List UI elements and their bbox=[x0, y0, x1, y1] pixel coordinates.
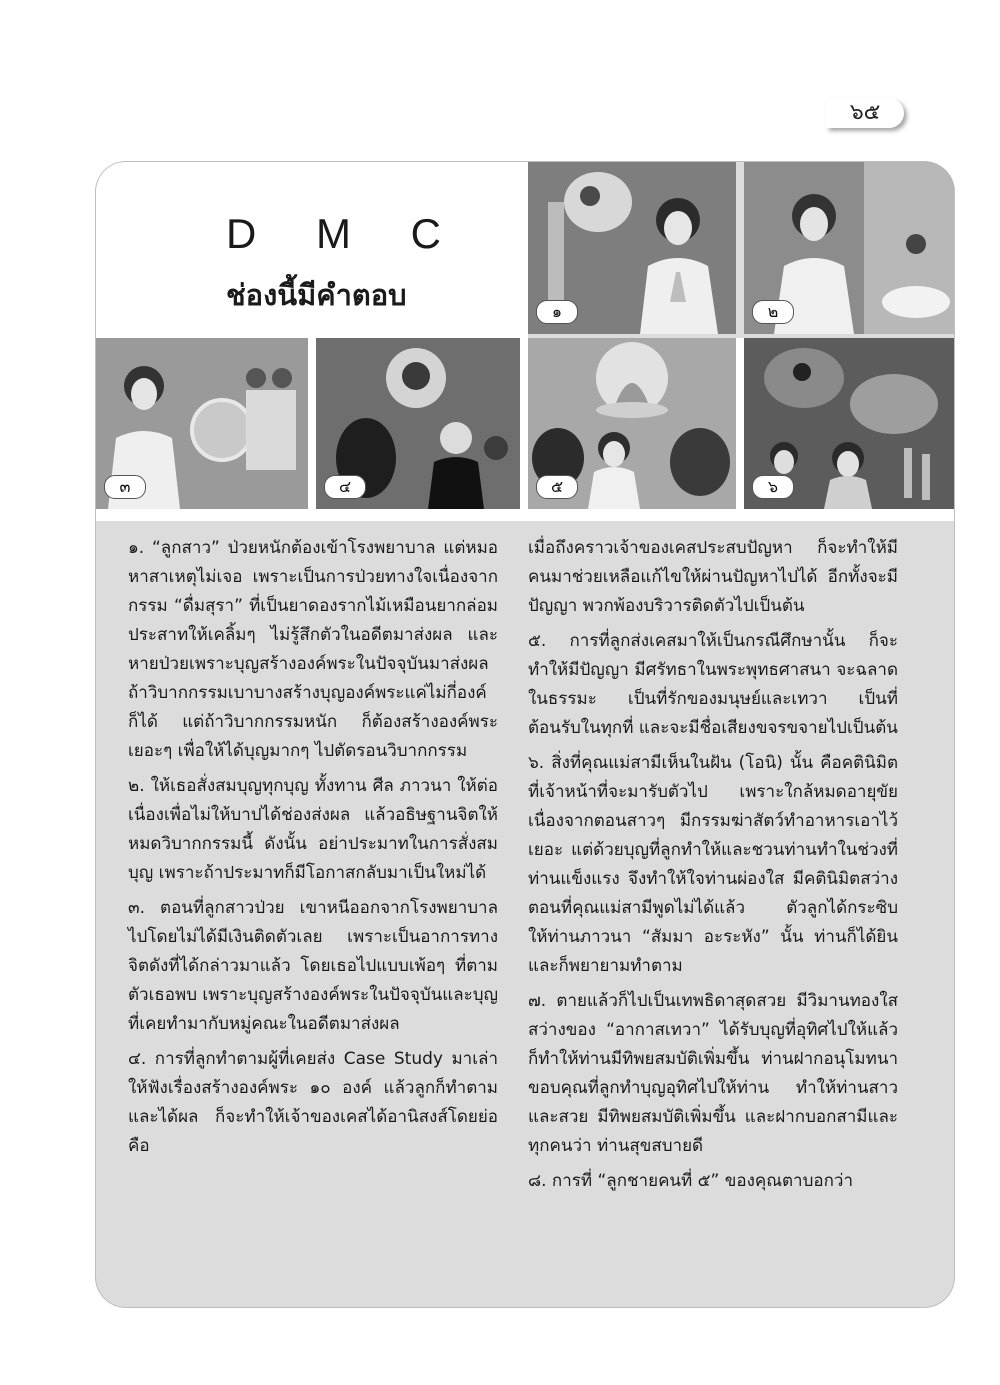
text-column-left bbox=[128, 534, 498, 1167]
illustration-1 bbox=[528, 162, 736, 334]
photo-number-badge: ๑ bbox=[536, 300, 578, 324]
paragraph: ๗. ตายแล้วก็ไปเป็นเทพธิดาสุดสวย มีวิมานทองใสสว่างของ “อากาสเทวา” ได้รับบุญที่อุทิศไปให้แล้ว ก็ทำให้ท่านมีทิพยสมบัติเพิ่มขึ้น ท่านฝากอนุโมทนาขอบคุณที่ลูกทำบุญอุทิศไปให้ท่าน ทำให้ท่านสาวและสวย มีทิพยสมบัติเพิ่มขึ้น และฝากบอกสามีและทุกคนว่า ท่านสุขสบายดี bbox=[528, 991, 898, 1156]
paragraph: ๖. สิ่งที่คุณแม่สามีเห็นในฝัน (โอนิ) นั้น คือคตินิมิตที่เจ้าหน้าที่จะมารับตัวไป เพราะใกล้หมดอายุขัย เนื่องจากตอนสาวๆ มีกรรมฆ่าสัตว์ทำอาหารเอาไว้เยอะ แต่ด้วยบุญที่ลูกทำให้และชวนท่านทำในช่วงที่ท่านแข็งแรง จึงทำให้ใจท่านผ่องใส มีคตินิมิตสว่าง ตอนที่คุณแม่สามีพูดไม่ได้แล้ว ตัวลูกได้กระซิบให้ท่านภาวนา “สัมมา อะระหัง” นั้น ท่านก็ได้ยินและก็พยายามทำตาม bbox=[528, 753, 898, 976]
paragraph: ๑. “ลูกสาว” ป่วยหนักต้องเข้าโรงพยาบาล แต่หมอหาสาเหตุไม่เจอ เพราะเป็นการป่วยทางใจเนื่องจากกรรม “ดื่มสุรา” ที่เป็นยาดองรากไม้เหมือนยากล่อมประสาทให้เคลิ้มๆ ไม่รู้สึกตัวในอดีตมาส่งผล และหายป่วยเพราะบุญสร้างองค์พระในปัจจุบันมาส่งผล ถ้าวิบากกรรมเบาบางสร้างบุญองค์พระแค่ไม่กี่องค์ก็ได้ แต่ถ้าวิบากกรรมหนัก ก็ต้องสร้างองค์พระเยอะๆ เพื่อให้ได้บุญมากๆ ไปตัดรอนวิบากกรรม bbox=[128, 538, 498, 761]
paragraph: ๓. ตอนที่ลูกสาวป่วย เขาหนีออกจากโรงพยาบาลไปโดยไม่ได้มีเงินติดตัวเลย เพราะเป็นอาการทางจิตดังที่ได้กล่าวมาแล้ว โดยเธอไปแบบเพ้อๆ ที่ตามตัวเธอพบ เพราะบุญสร้างองค์พระในปัจจุบันและบุญที่เคยทำมากับหมู่คณะในอดีตมาส่งผล bbox=[128, 898, 499, 1034]
illustration-4 bbox=[316, 338, 520, 509]
illustration-3 bbox=[96, 338, 308, 509]
article-frame bbox=[96, 162, 954, 1307]
photo-number-badge: ๔ bbox=[324, 475, 366, 499]
photo-number-badge: ๒ bbox=[752, 300, 794, 324]
paragraph: เมื่อถึงคราวเจ้าของเคสประสบปัญหา ก็จะทำให้มีคนมาช่วยเหลือแก้ไขให้ผ่านปัญหาไปได้ อีกทั้งจะมีปัญญา พวกพ้องบริวารติดตัวไปเป็นต้น bbox=[528, 538, 898, 616]
paragraph: ๒. ให้เธอสั่งสมบุญทุกบุญ ทั้งทาน ศีล ภาวนา ให้ต่อเนื่องเพื่อไม่ให้บาปได้ช่องส่งผล แล้วอธิษฐานจิตให้หมดวิบากกรรมนี้ ดังนั้น อย่าประมาทในการสั่งสมบุญ เพราะถ้าประมาทก็มีโอกาสกลับมาเป็นใหม่ได้ bbox=[128, 776, 498, 883]
paragraph: ๔. การที่ลูกทำตามผู้ที่เคยส่ง Case Study มาเล่าให้ฟังเรื่องสร้างองค์พระ ๑๐ องค์ แล้วลูกก็ทำตามและได้ผล ก็จะทำให้เจ้าของเคสได้อานิสงส์โดยย่อ คือ bbox=[128, 1049, 498, 1156]
illustration-2 bbox=[744, 162, 954, 334]
paragraph: ๕. การที่ลูกส่งเคสมาให้เป็นกรณีศึกษานั้น ก็จะทำให้มีปัญญา มีศรัทธาในพระพุทธศาสนา จะฉลาดในธรรมะ เป็นที่รักของมนุษย์และเทวา เป็นที่ต้อนรับในทุกที่ และจะมีชื่อเสียงขจรขจายไปเป็นต้น bbox=[528, 631, 898, 738]
illustration-6 bbox=[744, 338, 954, 509]
section-subtitle: ช่องนี้มีคำตอบ bbox=[226, 278, 407, 312]
paragraph: ๘. การที่ “ลูกชายคนที่ ๕” ของคุณตาบอกว่า bbox=[528, 1171, 853, 1191]
illustration-5 bbox=[528, 338, 736, 509]
title-area bbox=[96, 162, 528, 338]
brand-title: D M C bbox=[226, 210, 465, 257]
text-column-right bbox=[528, 534, 898, 1202]
photo-number-badge: ๓ bbox=[104, 475, 146, 499]
photo-number-badge: ๕ bbox=[536, 475, 578, 499]
photo-number-badge: ๖ bbox=[752, 475, 794, 499]
page-number: ๖๕ bbox=[826, 98, 904, 128]
